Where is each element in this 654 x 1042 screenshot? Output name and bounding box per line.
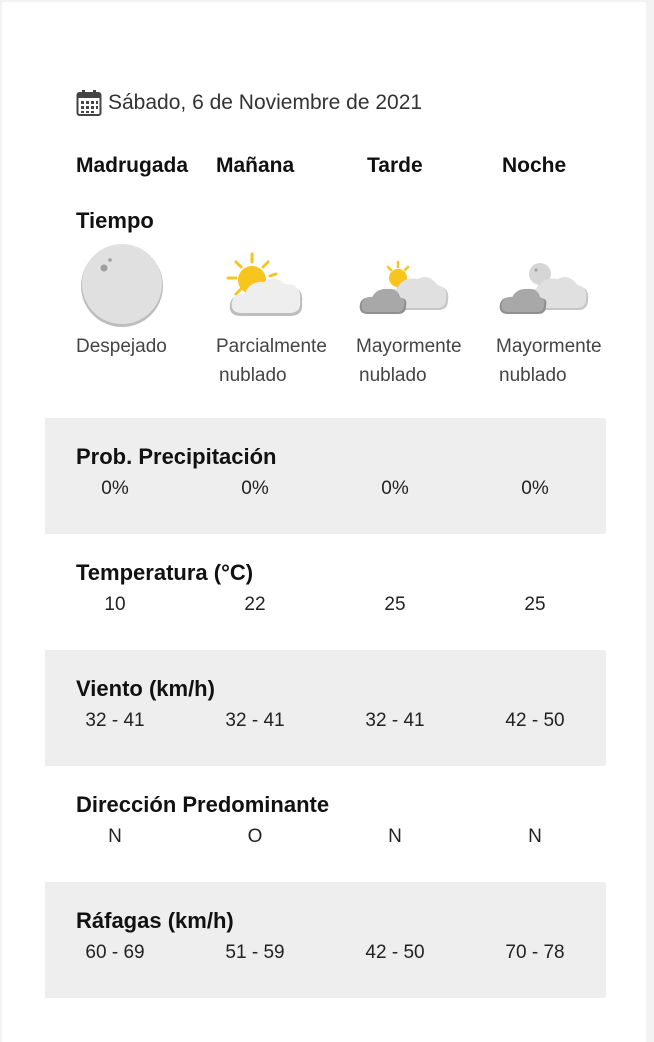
- weather-desc-tarde: [356, 332, 496, 390]
- weather-desc-line1: Mayormente: [496, 336, 602, 357]
- mostly-cloudy-night-icon: [494, 240, 594, 332]
- column-tarde: Tarde: [367, 154, 423, 177]
- column-noche: Noche: [502, 154, 567, 177]
- gusts-row: [45, 882, 606, 998]
- precipitation-row: [45, 418, 606, 534]
- weather-desc-line1: Mayormente: [356, 336, 462, 357]
- column-manana: Mañana: [216, 154, 295, 177]
- forecast-card: [2, 2, 646, 1042]
- gusts-value: 51 - 59: [225, 942, 285, 963]
- calendar-icon: [76, 89, 102, 117]
- wind-row: [45, 650, 606, 766]
- wind-direction-title: Dirección Predominante: [76, 792, 330, 817]
- clear-night-moon-icon: [74, 240, 174, 332]
- mostly-cloudy-day-icon: [354, 240, 454, 332]
- date-label: Sábado, 6 de Noviembre de 2021: [108, 91, 423, 114]
- wind-direction-value: O: [247, 826, 263, 847]
- precipitation-value: 0%: [241, 478, 269, 499]
- gusts-value: 60 - 69: [85, 942, 145, 963]
- weather-desc-madrugada: [76, 332, 216, 361]
- precipitation-title: Prob. Precipitación: [76, 444, 277, 469]
- partly-cloudy-day-icon: [214, 240, 314, 332]
- weather-desc-line1: Despejado: [76, 336, 167, 357]
- wind-value: 42 - 50: [505, 710, 565, 731]
- temperature-title: Temperatura (°C): [76, 560, 254, 585]
- wind-value: 32 - 41: [85, 710, 145, 731]
- weather-desc-line1: Parcialmente: [216, 336, 327, 357]
- column-madrugada: Madrugada: [76, 154, 189, 177]
- wind-value: 32 - 41: [365, 710, 425, 731]
- temperature-value: 25: [524, 594, 546, 615]
- precipitation-value: 0%: [101, 478, 129, 499]
- wind-value: 32 - 41: [225, 710, 285, 731]
- date-header: [76, 88, 422, 118]
- temperature-value: 25: [384, 594, 406, 615]
- wind-direction-value: N: [528, 826, 542, 847]
- gusts-value: 70 - 78: [505, 942, 565, 963]
- temperature-value: 22: [244, 594, 266, 615]
- weather-desc-manana: [216, 332, 356, 390]
- precipitation-value: 0%: [381, 478, 409, 499]
- gusts-title: Ráfagas (km/h): [76, 908, 234, 933]
- wind-direction-row: [45, 766, 606, 882]
- weather-section-title: Tiempo: [76, 208, 154, 233]
- weather-desc-noche: [496, 332, 636, 390]
- gusts-value: 42 - 50: [365, 942, 425, 963]
- wind-direction-value: N: [108, 826, 122, 847]
- weather-desc-line2: nublado: [359, 365, 427, 386]
- wind-title: Viento (km/h): [76, 676, 215, 701]
- weather-desc-line2: nublado: [219, 365, 287, 386]
- precipitation-value: 0%: [521, 478, 549, 499]
- temperature-row: [45, 534, 606, 650]
- wind-direction-value: N: [388, 826, 402, 847]
- temperature-value: 10: [104, 594, 126, 615]
- weather-desc-line2: nublado: [499, 365, 567, 386]
